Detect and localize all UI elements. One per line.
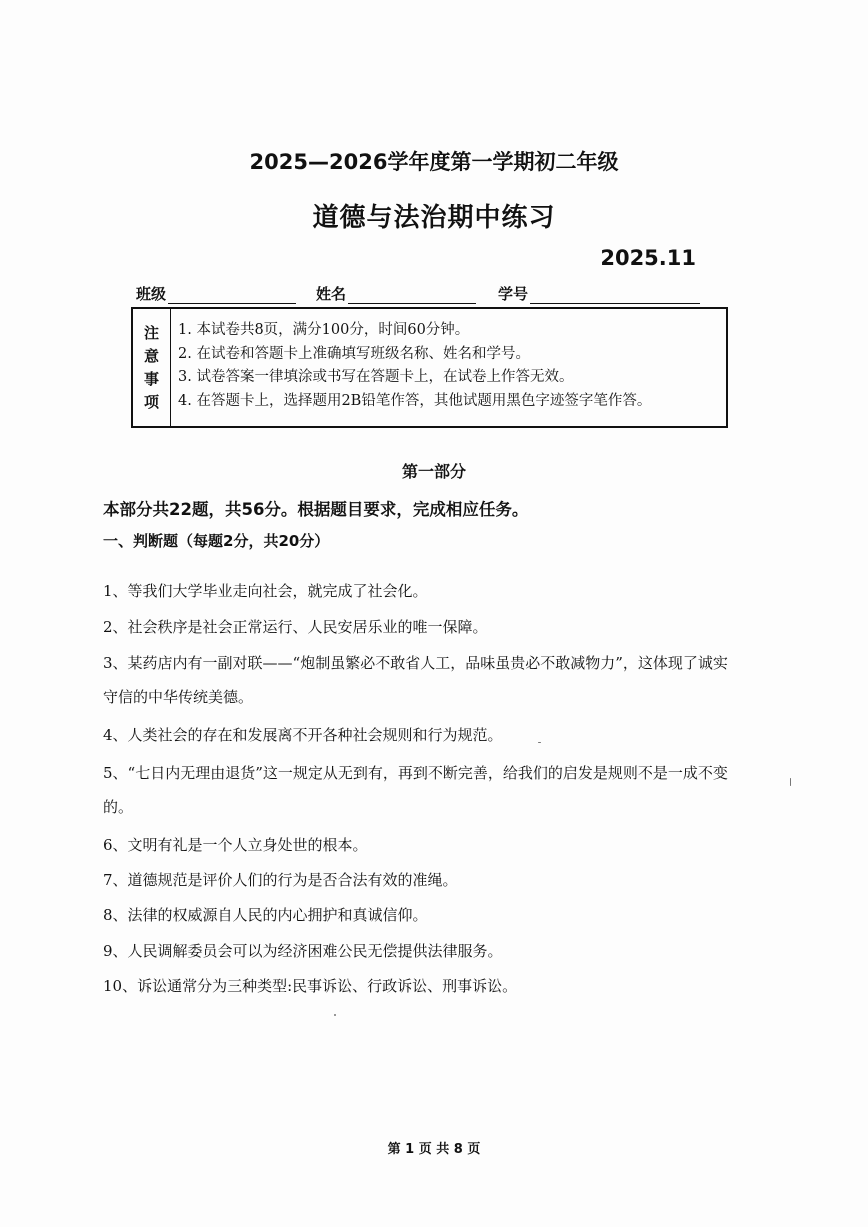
question-item (103, 898, 783, 932)
notice-box (131, 307, 728, 428)
notice-item: 1. 本试卷共8页，满分100分，时间60分钟。 (178, 322, 470, 338)
section-title-true-false: 一、判断题（每题2分，共20分） (103, 532, 330, 550)
student-number-blank (530, 289, 700, 304)
exam-title-term: 2025—2026学年度第一学期初二年级 (249, 150, 619, 174)
scan-speck (334, 1014, 336, 1016)
question-item (103, 828, 783, 862)
question-text: 7、道德规范是评价人们的行为是否合法有效的准绳。 (103, 871, 458, 889)
notice-heading-char: 事 (143, 369, 159, 388)
notice-list (178, 319, 651, 413)
question-item (103, 610, 783, 644)
question-text: 3、某药店内有一副对联——“炮制虽繁必不敢省人工，品味虽贵必不敢减物力”，这体现了诚实 (103, 654, 728, 672)
question-text: 6、文明有礼是一个人立身处世的根本。 (103, 836, 368, 854)
question-text: 8、法律的权威源自人民的内心拥护和真诚信仰。 (103, 906, 428, 924)
notice-item: 2. 在试卷和答题卡上准确填写班级名称、姓名和学号。 (178, 345, 530, 362)
page-footer: 第 1 页 共 8 页 (387, 1142, 481, 1157)
question-item (103, 969, 783, 1003)
question-item (103, 646, 783, 714)
question-item (103, 756, 783, 824)
part-intro: 本部分共22题，共56分。根据题目要求，完成相应任务。 (103, 500, 529, 519)
class-field (136, 283, 296, 304)
scan-speck (538, 742, 541, 743)
class-blank (168, 289, 296, 304)
question-text: 4、人类社会的存在和发展离不开各种社会规则和行为规范。 (103, 726, 503, 744)
notice-item: 4. 在答题卡上，选择题用2B铅笔作答，其他试题用黑色字迹签字笔作答。 (178, 392, 652, 409)
notice-item: 3. 试卷答案一律填涂或书写在答题卡上，在试卷上作答无效。 (178, 369, 574, 385)
question-item (103, 934, 783, 968)
scan-speck (790, 778, 791, 786)
question-text: 9、人民调解委员会可以为经济困难公民无偿提供法律服务。 (103, 942, 503, 960)
student-number-field (498, 283, 700, 304)
question-item (103, 574, 783, 608)
notice-heading-char: 意 (143, 346, 159, 365)
student-number-label: 学号 (498, 285, 529, 303)
question-text-continued: 守信的中华传统美德。 (103, 688, 254, 706)
question-item (103, 718, 783, 752)
question-text: 1、等我们大学毕业走向社会，就完成了社会化。 (103, 582, 428, 600)
part-title: 第一部分 (401, 462, 466, 481)
name-blank (348, 289, 476, 304)
student-info-row (136, 283, 716, 307)
class-label: 班级 (136, 285, 167, 303)
notice-heading-char: 注 (143, 323, 159, 342)
notice-heading (133, 309, 171, 426)
question-text: 2、社会秩序是社会正常运行、人民安居乐业的唯一保障。 (103, 618, 488, 636)
question-text: 5、“七日内无理由退货”这一规定从无到有，再到不断完善，给我们的启发是规则不是一成不变 (103, 764, 728, 782)
notice-heading-char: 项 (143, 392, 159, 411)
name-label: 姓名 (316, 285, 347, 303)
question-text-continued: 的。 (103, 798, 134, 816)
question-text: 10、诉讼通常分为三种类型:民事诉讼、行政诉讼、刑事诉讼。 (103, 977, 518, 995)
exam-date: 2025.11 (600, 246, 696, 270)
exam-title-subject: 道德与法治期中练习 (312, 203, 556, 233)
name-field (316, 283, 476, 304)
question-item (103, 863, 783, 897)
